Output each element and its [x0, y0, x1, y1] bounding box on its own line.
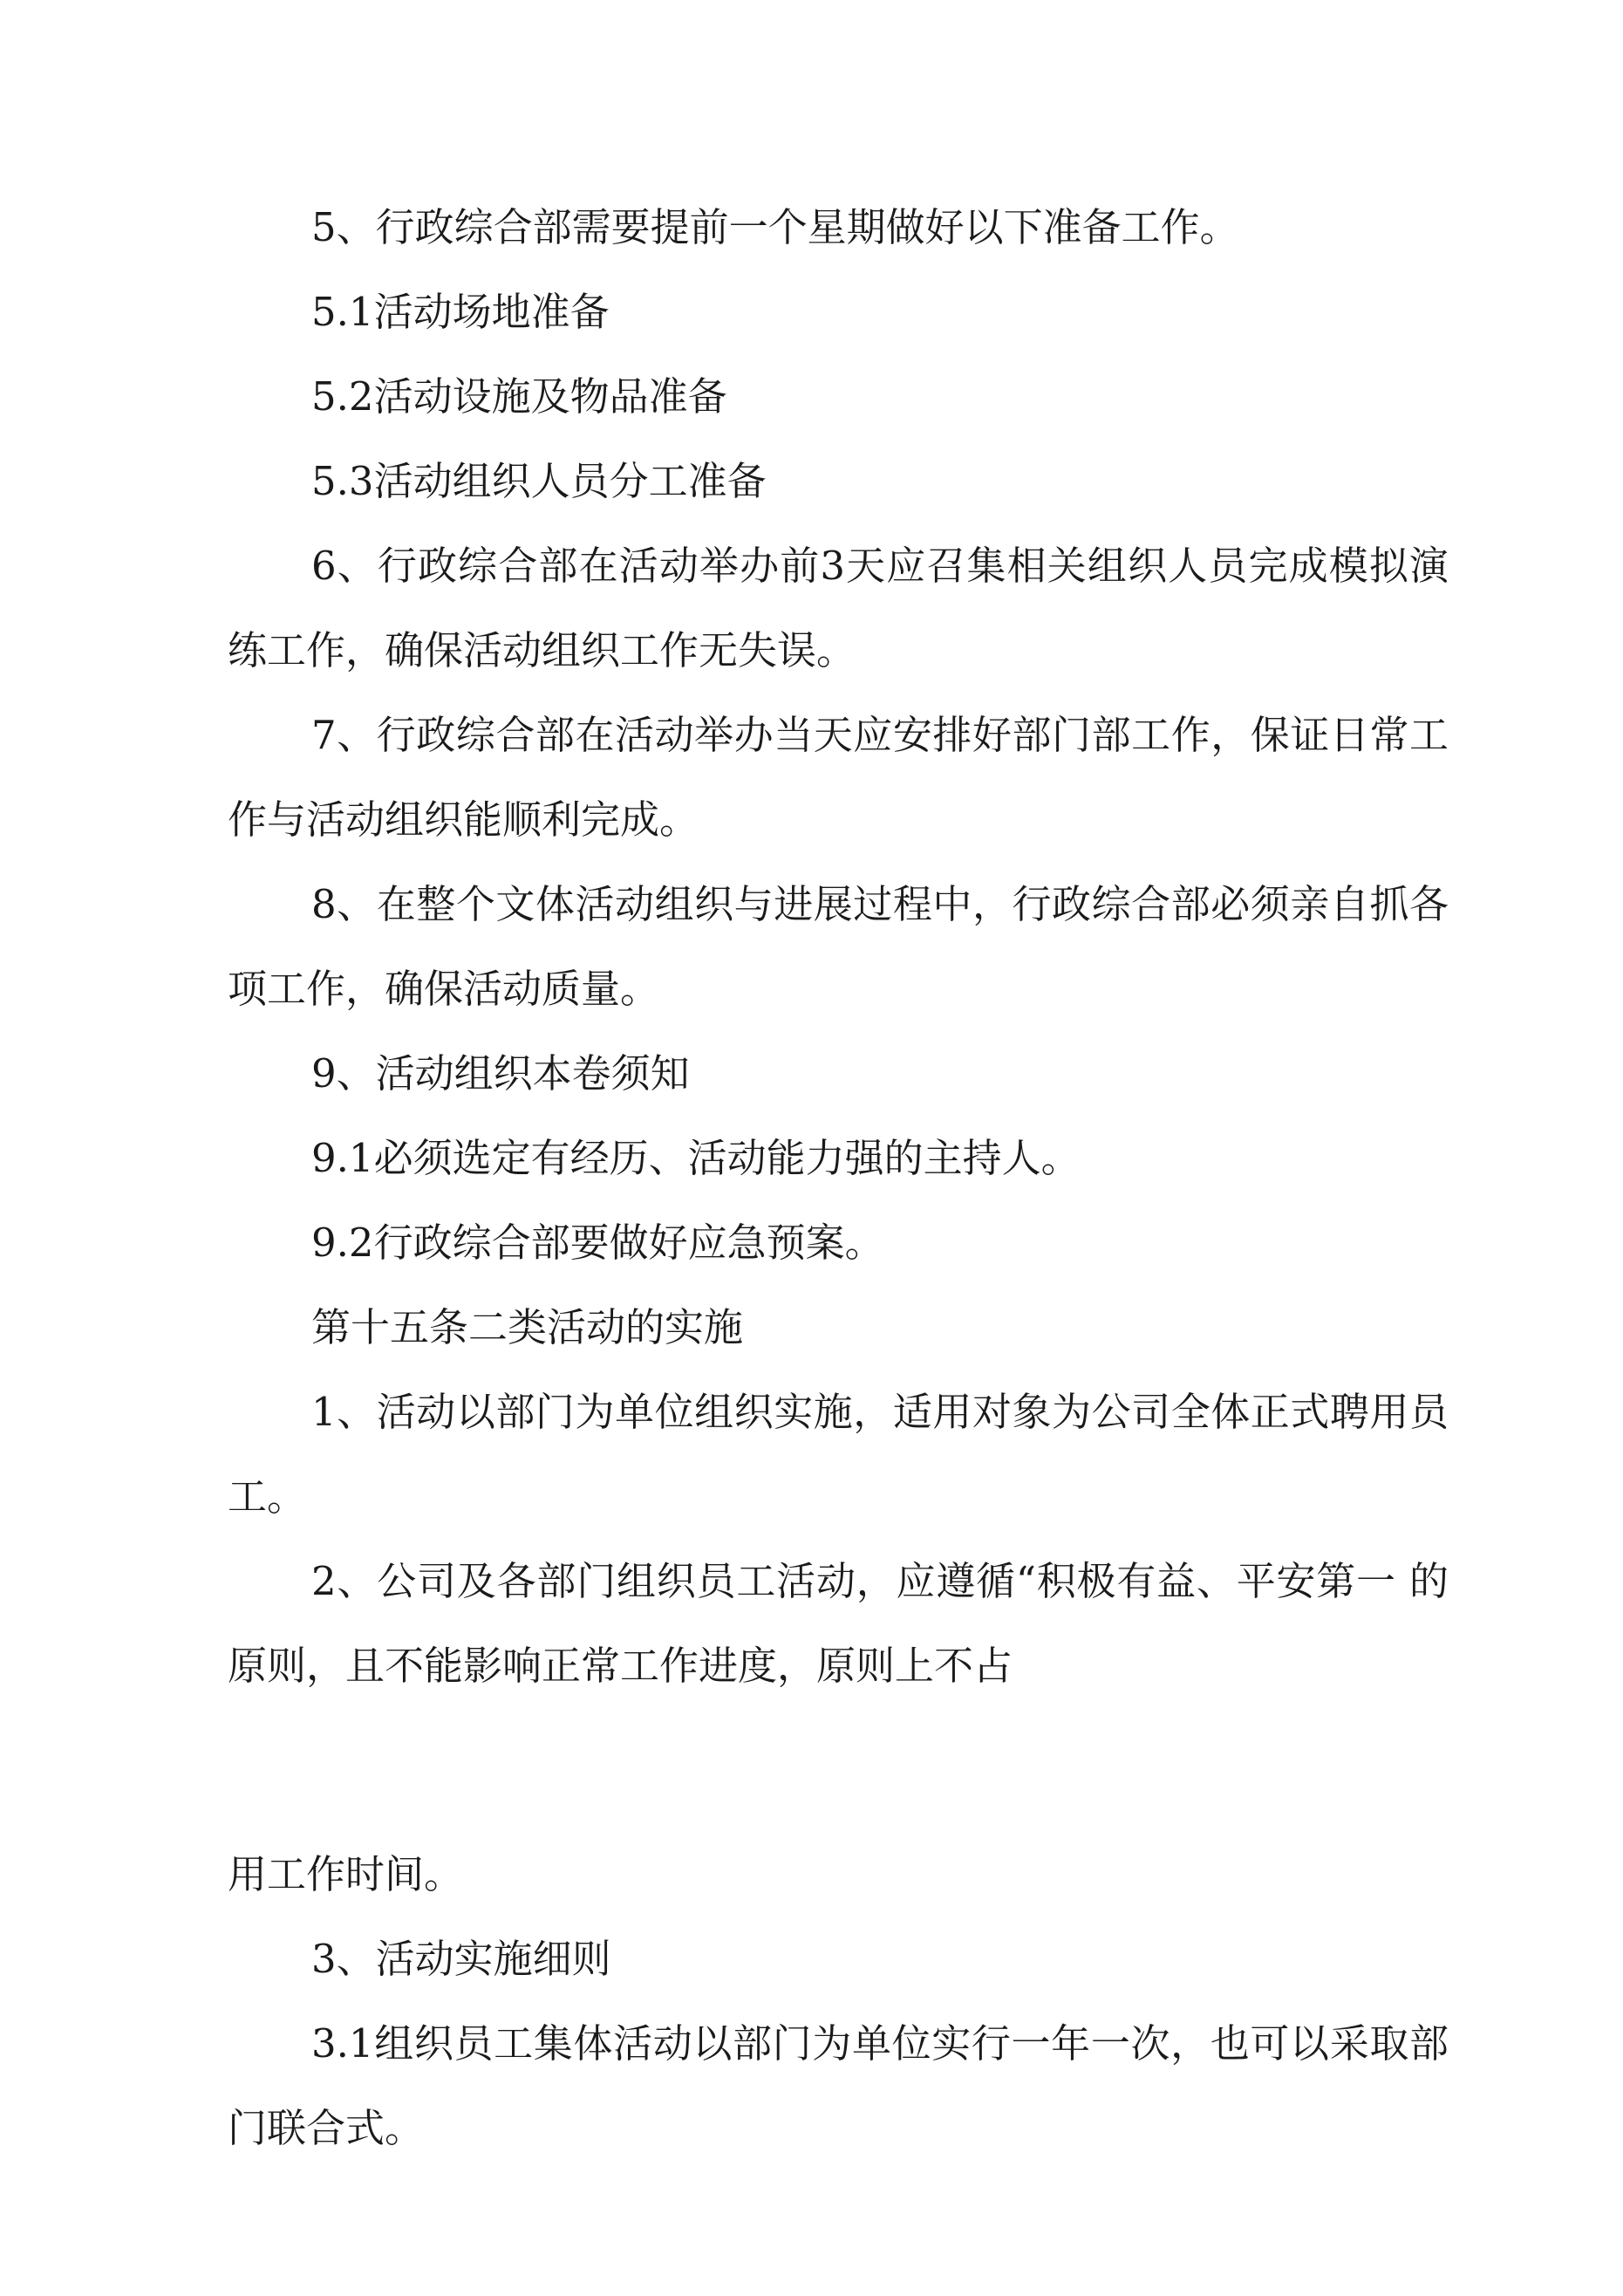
paragraph-9-1: 9.1必须选定有经历、活动能力强的主持人。: [311, 1135, 1081, 1181]
paragraph-5-1: 5.1活动场地准备: [311, 289, 610, 335]
paragraph-prep-intro: 5、行政综合部需要提前一个星期做好以下准备工作。: [311, 204, 1239, 250]
paragraph-9-2: 9.2行政综合部要做好应急预案。: [311, 1220, 884, 1266]
paragraph-3: 3、活动实施细则: [311, 1936, 611, 1982]
paragraph-9: 9、活动组织本卷须知: [311, 1050, 690, 1097]
paragraph-5-2: 5.2活动设施及物品准备: [311, 373, 727, 420]
paragraph-7: 7、行政综合部在活动举办当天应安排好部门部工作，保证日常工作与活动组织能顺利完成。: [228, 712, 1449, 843]
paragraph-1: 1、活动以部门为单位组织实施，适用对象为公司全体正式聘用员工。: [228, 1389, 1449, 1520]
paragraph-2-continued: 用工作时间。: [228, 1851, 464, 1897]
paragraph-6: 6、行政综合部在活动举办前3天应召集相关组织人员完成模拟演练工作，确保活动组织工作无失误。: [228, 543, 1449, 673]
paragraph-3-1: 3.1组织员工集体活动以部门为单位实行一年一次，也可以采取部门联合式。: [228, 2020, 1449, 2151]
paragraph-2: 2、公司及各部门组织员工活动，应遵循“积极有益、平安第一 的原则，且不能影响正常工作进度，原则上不占: [228, 1558, 1449, 1689]
paragraph-5-3: 5.3活动组织人员分工准备: [311, 458, 767, 504]
paragraph-8: 8、在整个文体活动组织与进展过程中，行政综合部必须亲自抓各项工作，确保活动质量。: [228, 881, 1449, 1012]
article-15-heading: 第十五条二类活动的实施: [311, 1304, 744, 1350]
